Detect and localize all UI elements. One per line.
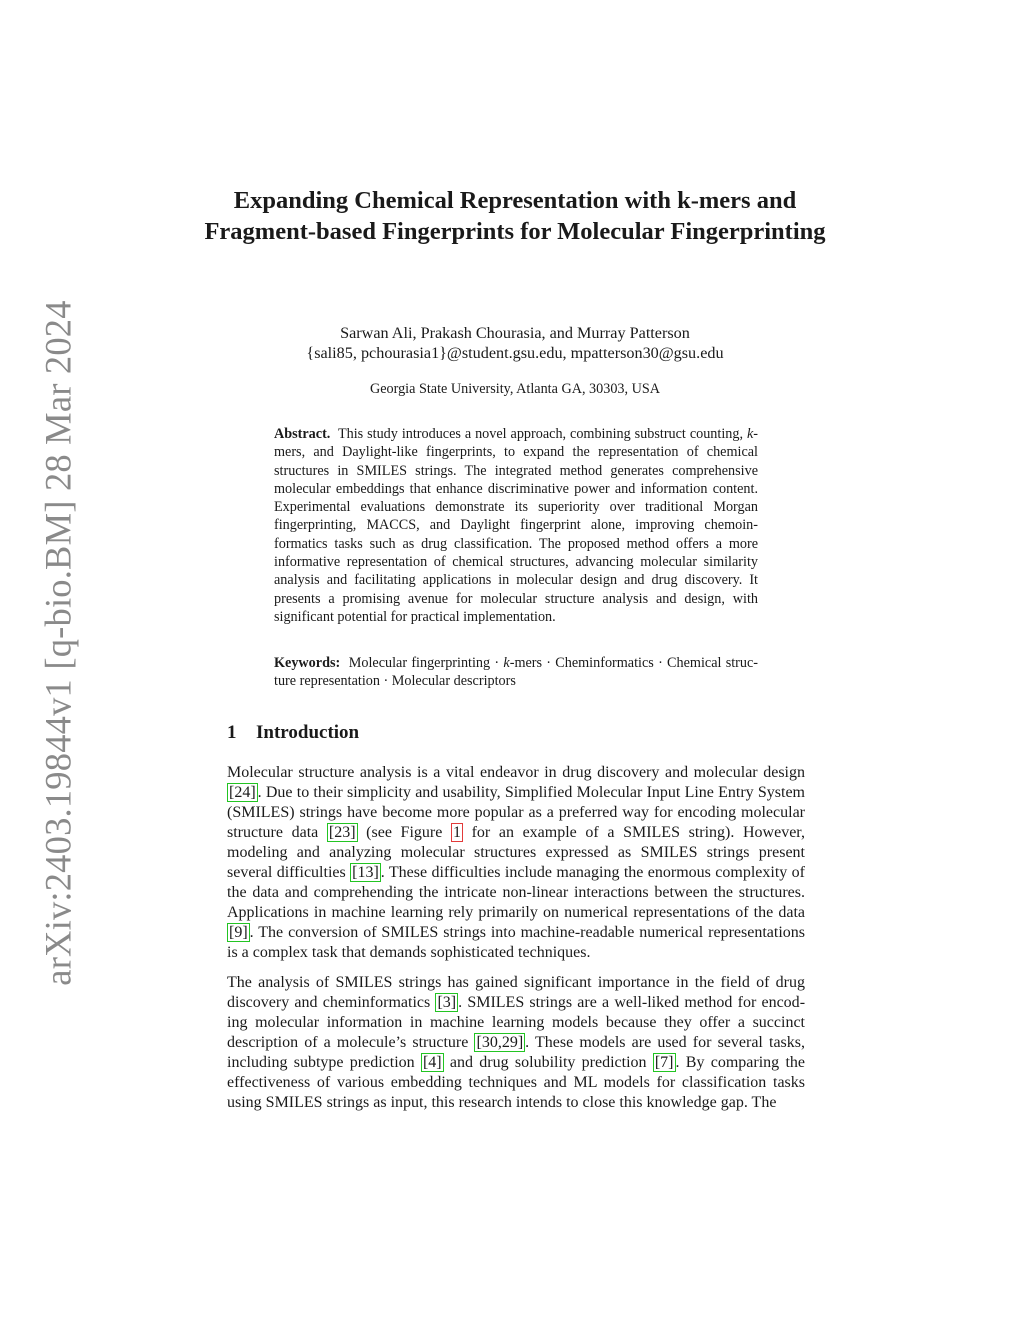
abstract (274, 425, 758, 626)
citation-link[interactable]: [30,29] (476, 1034, 524, 1051)
intro-p1-text: Molecular structure analysis is a vital endeavor in drug discovery and molecular design (227, 764, 805, 781)
intro-p1-text: for an example of a SMILES string). However, modeling and analyzing molecular structures expressed as SMILES strings present several difficulties (227, 824, 805, 881)
arxiv-identifier: arXiv:2403.19844v1 [q-bio.BM] 28 Mar 2024 (37, 300, 79, 986)
keywords-text-2: -mers · Cheminformatics · Chemical structure representation · Molecular descriptors (274, 655, 759, 690)
intro-p2-text: and drug solubility prediction (443, 1054, 653, 1071)
section-heading (227, 721, 359, 745)
citation-link[interactable]: [24] (229, 784, 256, 801)
keywords-text-1: Molecular fingerprinting · (348, 655, 504, 671)
intro-p2-text: The analysis of SMILES strings has gained significant importance in the field of drug discovery and cheminformatics (227, 974, 805, 1011)
section-title: Introduction (256, 722, 360, 743)
citation-link[interactable]: [3] (437, 994, 457, 1011)
author-names: Sarwan Ali, Prakash Chourasia, and Murray Patterson (340, 324, 690, 342)
citation-link[interactable]: [9] (229, 924, 248, 941)
section-number: 1 (227, 722, 237, 743)
intro-p2-text: . SMILES strings are a well-liked method for encoding molecular information in machine learning models because they offer a succinct description of a molecule’s structure (227, 994, 806, 1051)
intro-p1-text: . Due to their simplicity and usability, Simplified Molecular Input Line Entry System (SMILES) strings have become more popular as a preferred way for encoding molecular structure data (227, 784, 805, 841)
author-emails: {sali85, pchourasia1}@student.gsu.edu, mpatterson30@gsu.edu (306, 344, 724, 362)
citation-link[interactable]: [23] (328, 824, 356, 841)
intro-p1-text: . These difficulties include managing the enormous complexity of the data and comprehending the intricate non-linear interactions between the structures. Applications in machine learning rely primarily on numerical representations of the data (227, 864, 806, 921)
paper-title: Expanding Chemical Representation with k-mers and Fragment-based Fingerprints for Molecular Fingerprinting (204, 187, 826, 245)
intro-p1-text: . The conversion of SMILES strings into machine-readable numerical representations is a complex task that demands sophisticated techniques. (227, 924, 805, 961)
intro-paragraph-2 (227, 973, 805, 1113)
keywords-label: Keywords: (274, 655, 341, 671)
intro-p1-text: (see Figure (357, 824, 451, 841)
abstract-label: Abstract. (274, 426, 331, 442)
keywords-k-symbol: k (503, 655, 510, 671)
abstract-text-1: This study introduces a novel approach, combining substruct counting, (337, 426, 747, 442)
abstract-text-2: -mers, and Daylight-like fingerprints, to expand the representation of chemical structures in SMILES strings. The integrated method generates comprehensive molecular embeddings that enhance discriminative power and information content. Experimental evaluations demonstrate its superiority over traditional Morgan fingerprinting, MACCS, and Daylight fingerprint alone, improving chemoinformatics tasks such as drug classification. The proposed method offers a more informative representation of chemical structures, advancing molecular similarity analysis and facilitating applications in molecular design and drug discovery. It presents a promising avenue for molecular structure analysis and design, with significant potential for practical implementation. (274, 426, 758, 625)
citation-link[interactable]: [13] (352, 864, 379, 881)
affiliation: Georgia State University, Atlanta GA, 30303, USA (369, 381, 661, 397)
keywords (274, 654, 758, 691)
figure-reference-link[interactable]: 1 (452, 824, 461, 841)
intro-p2-text: . These models are used for several tasks, including subtype prediction (227, 1034, 806, 1071)
intro-paragraph-1 (227, 763, 805, 963)
citation-link[interactable]: [4] (422, 1054, 442, 1071)
citation-link[interactable]: [7] (654, 1054, 674, 1071)
intro-p2-text: . By comparing the effectiveness of various embedding techniques and ML models for classification tasks using SMILES strings as input, this research intends to close this knowledge gap. The (227, 1054, 806, 1111)
abstract-k-symbol: k (746, 426, 754, 442)
author-block (200, 323, 830, 363)
